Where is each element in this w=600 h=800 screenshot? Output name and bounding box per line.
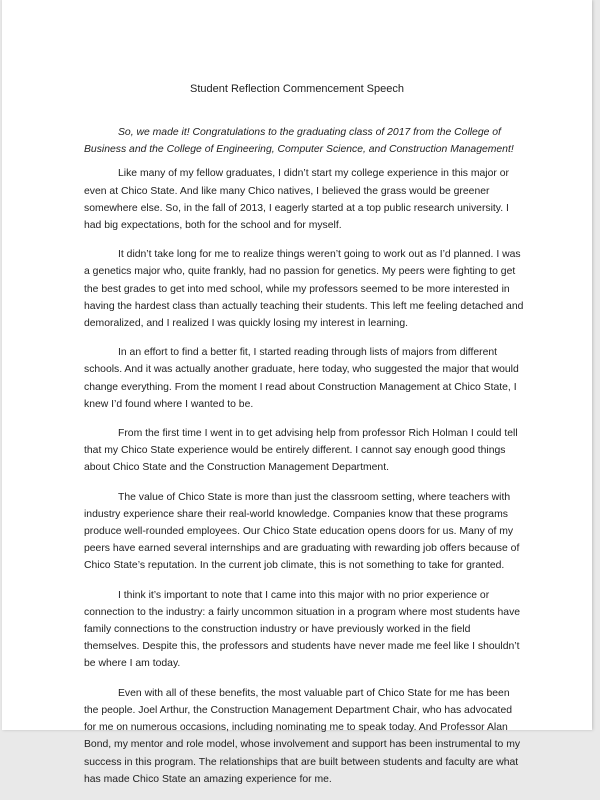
paragraph: It didn’t take long for me to realize things weren’t going to work out as I’d planned. I was a genetics major who, quite frankly, had no passion for genetics. My peers were fighting to get the best grades to get into med school, while my professors seemed to be more interested in having the hardest class than actually teaching their students. This left me feeling detached and demoralized, and I realized I was quickly losing my interest in learning. xyxy=(84,249,524,330)
document-body xyxy=(84,124,524,800)
paragraph: Like many of my fellow graduates, I didn’t start my college experience in this major or even at Chico State. And like many Chico natives, I believed the grass would be greener somewhere else. So, in the fall of 2013, I eagerly started at a top public research university. I had big expectations, both for the school and for myself. xyxy=(84,168,509,232)
paragraph: In an effort to find a better fit, I started reading through lists of majors from different schools. And it was actually another graduate, here today, who suggested the major that would change everything. From the moment I read about Construction Management at Chico State, I knew I’d found where I wanted to be. xyxy=(84,347,519,410)
paragraph: From the first time I went in to get advising help from professor Rich Holman I could tell that my Chico State experience would be entirely different. I cannot say enough good things about Chico State and the Construction Management Department. xyxy=(84,428,518,474)
paragraph: I think it’s important to note that I came into this major with no prior experience or connection to the industry: a fairly uncommon situation in a program where most students have family connections to the construction industry or have previously worked in the field themselves. Despite this, the professors and students have never made me feel like I shouldn’t be where I am today. xyxy=(84,589,521,670)
paragraph: The value of Chico State is more than just the classroom setting, where teachers with industry experience share their real-world knowledge. Companies know that these programs produce well-rounded employees. Our Chico State education opens doors for us. Many of my peers have earned several internships and are graduating with rewarding job offers because of Chico State’s reputation. In the current job climate, this is not something to take for granted. xyxy=(84,491,520,572)
paragraph: Even with all of these benefits, the most valuable part of Chico State for me has been the people. Joel Arthur, the Construction Management Department Chair, who has advocated for me on numerous occasions, including nominating me to speak today. And Professor Alan Bond, my mentor and role model, whose involvement and support has been instrumental to my success in this program. The relationships that are built between students and faculty are what has made Chico State an amazing experience for me. xyxy=(84,687,521,785)
document-title: Student Reflection Commencement Speech xyxy=(189,83,404,95)
paragraph-opening: So, we made it! Congratulations to the graduating class of 2017 from the College of Business and the College of Engineering, Computer Science, and Construction Management! xyxy=(84,127,514,156)
document-page xyxy=(2,0,592,785)
